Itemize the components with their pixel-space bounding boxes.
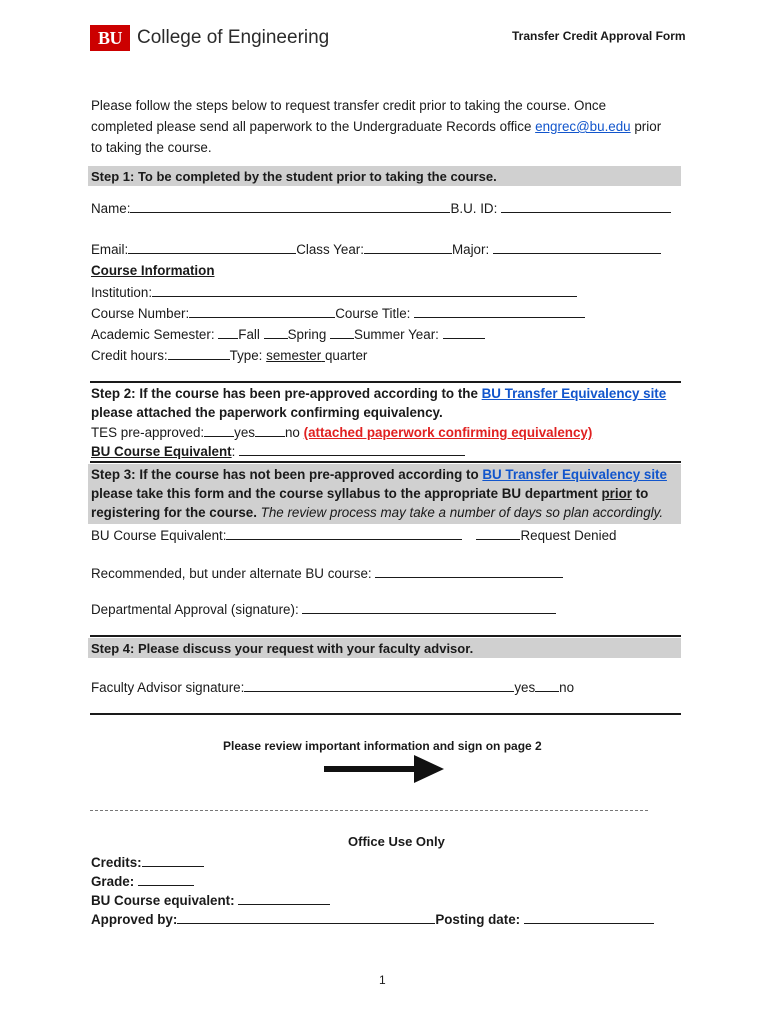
bu-course-equiv-field[interactable] [238,892,330,905]
course-title-label: Course Title: [335,306,415,321]
step3-tes-link[interactable]: BU Transfer Equivalency site [482,467,667,482]
fall-blank[interactable] [218,326,238,339]
advisor-row [91,679,574,695]
email-label: Email: [91,242,129,257]
page-number: 1 [379,973,386,987]
divider-step4 [90,635,681,637]
right-arrow-icon [324,754,444,784]
posting-date-label: Posting date: [435,912,524,927]
step2-heading-a: Step 2: If the course has been pre-approved according to the [91,386,482,401]
major-field[interactable] [493,241,661,254]
advisor-sig-label: Faculty Advisor signature: [91,680,245,695]
summer-blank[interactable] [330,326,354,339]
class-year-field[interactable] [364,241,452,254]
cut-line [90,810,648,811]
form-title: Transfer Credit Approval Form [512,29,686,43]
summer-option: Summer [354,327,405,342]
divider-step2 [90,381,681,383]
spring-option: Spring [287,327,331,342]
recommended-label: Recommended, but under alternate BU course: [91,566,376,581]
name-field[interactable] [130,200,450,213]
step1-heading: Step 1: To be completed by the student prior to taking the course. [91,169,497,184]
step3-heading-c-italic: The review process may take a number of days so plan accordingly. [256,505,664,520]
step2-equiv-colon: : [231,444,240,459]
intro-text-end: prior to taking the course. [91,119,662,155]
tes-label: TES pre-approved: [91,425,205,440]
step3-heading-b: please take this form and the course syllabus to the appropriate BU department [91,486,602,501]
step2-equiv-field[interactable] [239,443,465,456]
intro-paragraph [91,95,671,158]
step3-heading-c: registering for the course. [91,505,257,520]
divider-step3 [90,461,681,463]
step4-heading: Step 4: Please discuss your request with your faculty advisor. [91,641,474,656]
tes-no-blank[interactable] [255,424,285,437]
recommended-field[interactable] [375,565,563,578]
step3-heading-b-end: to [631,486,649,501]
credits-row [91,854,204,870]
credits-field[interactable] [142,854,204,867]
office-use-title: Office Use Only [348,834,445,849]
request-denied: Request Denied [520,528,617,543]
quarter-type-option[interactable]: quarter [324,348,368,363]
year-field[interactable] [443,326,485,339]
approved-row [91,911,654,927]
dept-approval-label: Departmental Approval (signature): [91,602,303,617]
attached-note: (attached paperwork confirming equivalency) [303,425,593,440]
institution-row [91,284,577,300]
step2-equiv-label: BU Course Equivalent [91,444,232,459]
email-field[interactable] [128,241,296,254]
tes-no: no [284,425,304,440]
review-note: Please review important information and sign on page 2 [223,739,542,753]
bu-course-equiv-label: BU Course equivalent: [91,893,239,908]
step2-heading-b: please attached the paperwork confirming equivalency. [91,405,443,420]
class-year-label: Class Year: [296,242,364,257]
bu-logo: BU [90,25,130,51]
email-link[interactable]: engrec@bu.edu [535,119,631,134]
fall-option: Fall [238,327,264,342]
credit-hours-label: Credit hours: [91,348,168,363]
grade-field[interactable] [138,873,194,886]
advisor-no: no [559,680,575,695]
intro-text: Please follow the steps below to request transfer credit prior to taking the course. Once completed please send all paperwork to the Undergraduate Records office [91,98,607,134]
buid-label: B.U. ID: [450,201,502,216]
course-number-label: Course Number: [91,306,190,321]
course-number-row [91,305,585,321]
step3-heading-line3 [91,505,663,520]
step3-equiv-label: BU Course Equivalent: [91,528,227,543]
buid-field[interactable] [501,200,671,213]
credit-hours-row [91,347,367,363]
step3-equiv-field[interactable] [226,527,462,540]
semester-label: Academic Semester: [91,327,219,342]
approved-by-field[interactable] [177,911,435,924]
college-name: College of Engineering [137,27,330,48]
step3-heading-a: Step 3: If the course has not been pre-approved according to [91,467,483,482]
course-number-field[interactable] [189,305,335,318]
major-label: Major: [451,242,493,257]
tes-yes: yes [234,425,255,440]
step3-heading-line1 [91,467,667,482]
step3-heading-line2 [91,486,648,501]
posting-date-field[interactable] [524,911,654,924]
course-info-heading: Course Information [91,263,215,278]
dept-approval-field[interactable] [302,601,556,614]
recommended-row [91,565,563,581]
year-label: Year: [404,327,443,342]
advisor-yes: yes [514,680,536,695]
institution-field[interactable] [152,284,577,297]
step3-equiv-row [91,527,617,543]
divider-footer [90,713,681,715]
advisor-sig-field[interactable] [244,679,514,692]
credit-hours-field[interactable] [168,347,230,360]
semester-row [91,326,485,342]
grade-row [91,873,194,889]
advisor-yes-no-blank[interactable] [535,679,559,692]
request-denied-blank[interactable] [476,527,520,540]
tes-row [91,424,592,440]
bu-course-equiv-row [91,892,330,908]
name-label: Name: [91,201,131,216]
course-title-field[interactable] [414,305,585,318]
tes-yes-blank[interactable] [204,424,234,437]
email-row [91,241,661,257]
name-row [91,200,671,216]
step3-prior: prior [601,486,632,501]
approved-by-label: Approved by: [91,912,178,927]
semester-type-option[interactable]: semester [266,348,322,363]
step2-tes-link[interactable]: BU Transfer Equivalency site [481,386,667,401]
credits-label: Credits: [91,855,142,870]
grade-label: Grade: [91,874,138,889]
step2-heading-line1 [91,386,666,401]
type-label: Type: [229,348,267,363]
institution-label: Institution: [91,285,153,300]
step2-equiv-row [91,443,465,459]
dept-approval-row [91,601,556,617]
spring-blank[interactable] [264,326,288,339]
